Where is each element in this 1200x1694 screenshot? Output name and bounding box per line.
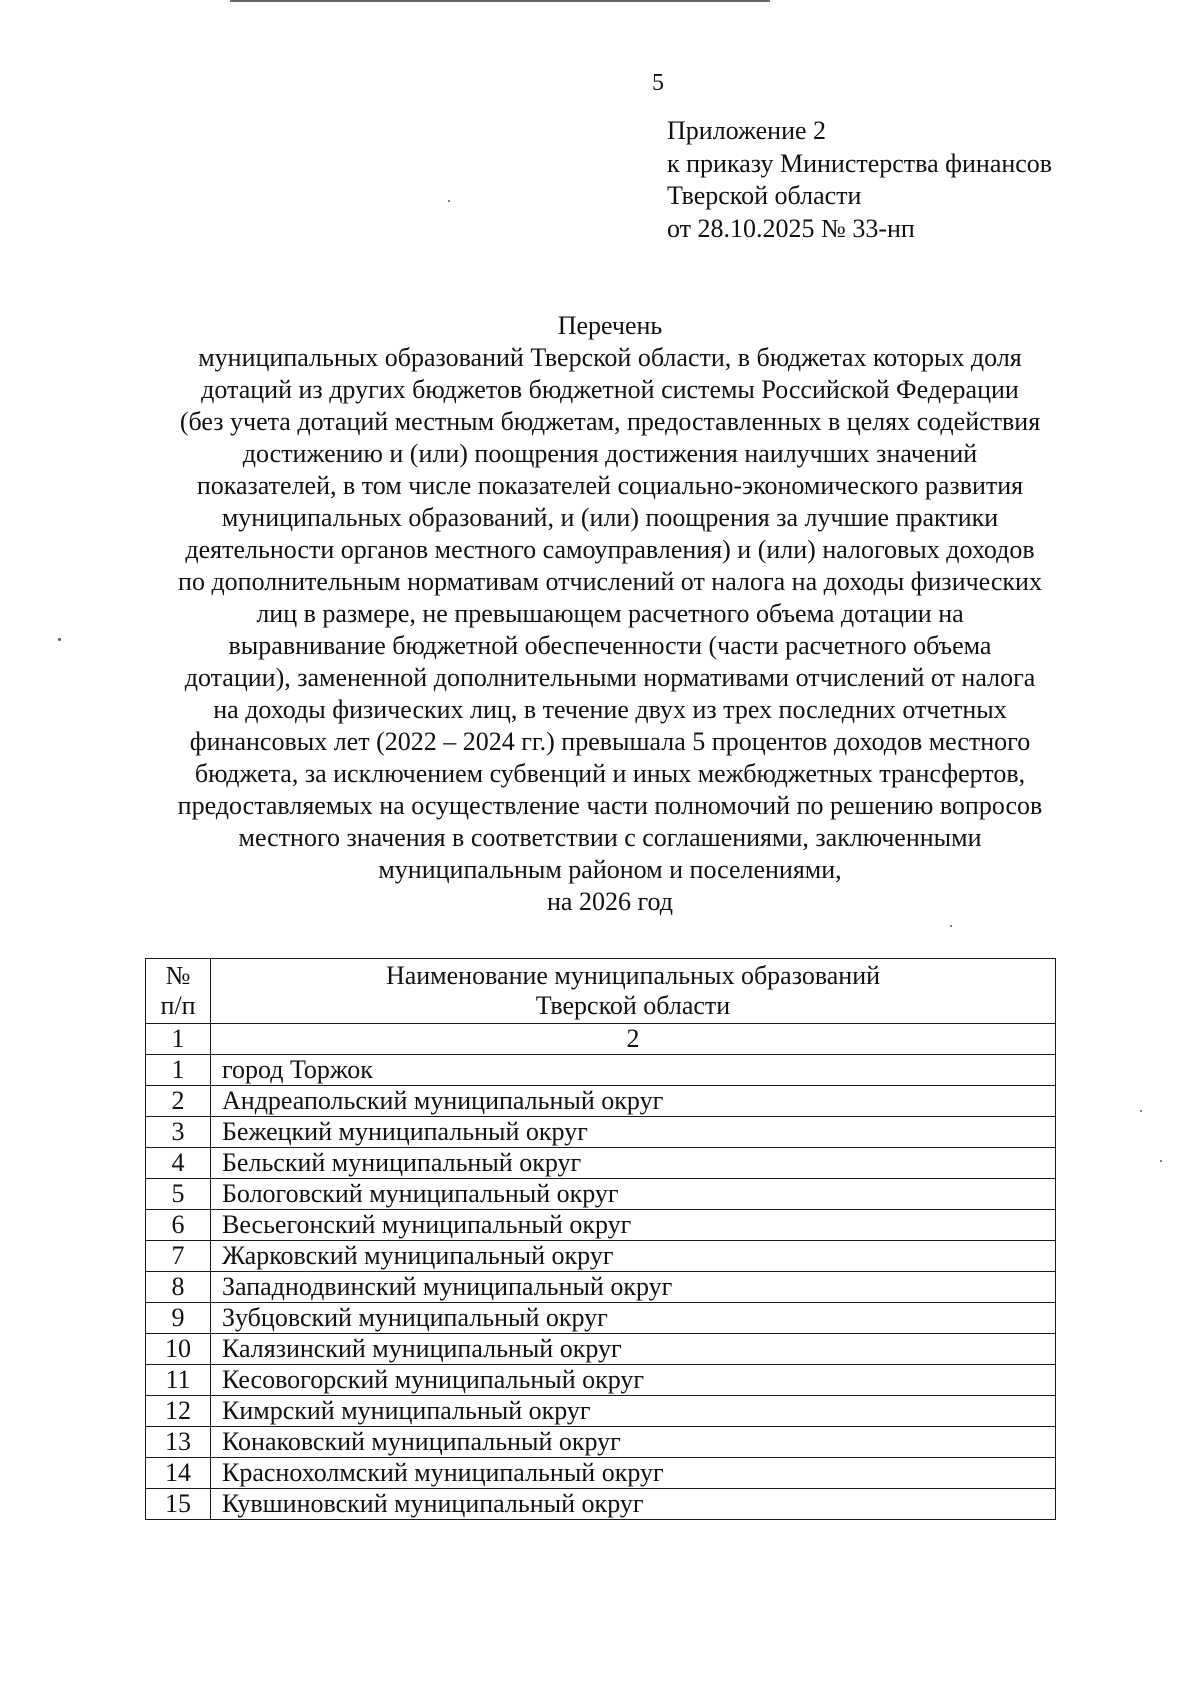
title-line: муниципальных образований, и (или) поощрения за лучшие практики	[221, 503, 999, 532]
scan-speck	[448, 200, 450, 202]
appendix-block	[667, 115, 1052, 245]
title-line: лиц в размере, не превышающем расчетного объема дотации на	[256, 599, 964, 628]
header-name-line: Наименование муниципальных образований	[385, 961, 881, 990]
appendix-line: к приказу Министерства финансов	[667, 148, 1053, 178]
table-row	[146, 1179, 1056, 1210]
municipality-name-cell: Калязинский муниципальный округ	[211, 1334, 1056, 1365]
appendix-line: Тверской области	[667, 181, 862, 210]
title-line: по дополнительным нормативам отчислений от налога на доходы физических	[178, 567, 1042, 596]
page-number: 5	[652, 70, 664, 96]
row-number-cell: 7	[146, 1241, 211, 1272]
row-number-cell: 2	[146, 1086, 211, 1117]
title-line: финансовых лет (2022 – 2024 гг.) превышала 5 процентов доходов местного	[189, 727, 1031, 756]
title-line: на доходы физических лиц, в течение двух из трех последних отчетных	[213, 695, 1007, 724]
document-title	[120, 310, 1100, 918]
municipality-name-cell: Андреапольский муниципальный округ	[211, 1086, 1056, 1117]
row-number-cell: 15	[146, 1489, 211, 1520]
title-line: местного значения в соответствии с соглашениями, заключенными	[238, 823, 982, 852]
scan-edge-line	[230, 0, 770, 2]
table-row	[146, 1148, 1056, 1179]
table-row	[146, 1055, 1056, 1086]
title-line: выравнивание бюджетной обеспеченности (части расчетного объема	[228, 631, 992, 660]
title-line: деятельности органов местного самоуправления) и (или) налоговых доходов	[185, 535, 1035, 564]
scan-speck	[1140, 1110, 1142, 1112]
municipality-name-cell: Бологовский муниципальный округ	[211, 1179, 1056, 1210]
scan-speck	[950, 925, 952, 927]
table-row	[146, 1458, 1056, 1489]
column-index-row	[146, 1024, 1056, 1055]
municipality-name-cell: город Торжок	[211, 1055, 1056, 1086]
table-row	[146, 1241, 1056, 1272]
municipality-name-cell: Конаковский муниципальный округ	[211, 1427, 1056, 1458]
municipality-name-cell: Бежецкий муниципальный округ	[211, 1117, 1056, 1148]
table-row	[146, 1396, 1056, 1427]
table-body	[146, 1024, 1056, 1520]
header-name-line: Тверской области	[535, 991, 731, 1020]
table-row	[146, 1272, 1056, 1303]
column-index-cell: 1	[146, 1024, 211, 1055]
row-number-cell: 3	[146, 1117, 211, 1148]
table-row	[146, 1334, 1056, 1365]
table-row	[146, 1210, 1056, 1241]
row-number-cell: 9	[146, 1303, 211, 1334]
title-line: (без учета дотаций местным бюджетам, предоставленных в целях содействия	[179, 407, 1041, 436]
municipality-name-cell: Кесовогорский муниципальный округ	[211, 1365, 1056, 1396]
appendix-line: Приложение 2	[667, 116, 827, 145]
municipality-name-cell: Жарковский муниципальный округ	[211, 1241, 1056, 1272]
table-row	[146, 1489, 1056, 1520]
table-row	[146, 1086, 1056, 1117]
title-line: дотаций из других бюджетов бюджетной системы Российской Федерации	[201, 375, 1019, 404]
row-number-cell: 8	[146, 1272, 211, 1303]
municipality-name-cell: Кимрский муниципальный округ	[211, 1396, 1056, 1427]
title-line: бюджета, за исключением субвенций и иных межбюджетных трансфертов,	[194, 759, 1026, 788]
scan-speck	[58, 638, 61, 641]
title-line: муниципальным районом и поселениями,	[378, 855, 842, 884]
table-row	[146, 1303, 1056, 1334]
appendix-line: от 28.10.2025 № 33-нп	[667, 213, 915, 243]
column-index-cell: 2	[211, 1024, 1056, 1055]
title-line: Перечень	[557, 311, 663, 340]
row-number-cell: 14	[146, 1458, 211, 1489]
row-number-cell: 1	[146, 1055, 211, 1086]
row-number-cell: 11	[146, 1365, 211, 1396]
header-name-cell	[211, 959, 1056, 1024]
row-number-cell: 10	[146, 1334, 211, 1365]
municipality-name-cell: Краснохолмский муниципальный округ	[211, 1458, 1056, 1489]
row-number-cell: 4	[146, 1148, 211, 1179]
scan-speck	[1160, 1160, 1162, 1162]
row-number-cell: 13	[146, 1427, 211, 1458]
row-number-cell: 6	[146, 1210, 211, 1241]
municipality-name-cell: Зубцовский муниципальный округ	[211, 1303, 1056, 1334]
table-row	[146, 1365, 1056, 1396]
title-line: показателей, в том числе показателей социально-экономического развития	[196, 471, 1024, 500]
title-line: муниципальных образований Тверской области, в бюджетах которых доля	[198, 343, 1022, 372]
row-number-cell: 12	[146, 1396, 211, 1427]
municipalities-table	[145, 958, 1056, 1520]
municipality-name-cell: Кувшиновский муниципальный округ	[211, 1489, 1056, 1520]
municipality-name-cell: Весьегонский муниципальный округ	[211, 1210, 1056, 1241]
row-number-cell: 5	[146, 1179, 211, 1210]
title-line: предоставляемых на осуществление части полномочий по решению вопросов	[177, 791, 1043, 820]
municipality-name-cell: Бельский муниципальный округ	[211, 1148, 1056, 1179]
header-number-line: №	[165, 961, 191, 990]
table-header-row	[146, 959, 1056, 1024]
title-line: дотации), замененной дополнительными нормативами отчислений от налога	[184, 663, 1036, 692]
header-number-line: п/п	[160, 991, 196, 1020]
table-row	[146, 1427, 1056, 1458]
title-line: на 2026 год	[547, 887, 673, 916]
municipality-name-cell: Западнодвинский муниципальный округ	[211, 1272, 1056, 1303]
table-row	[146, 1117, 1056, 1148]
header-number-cell	[146, 959, 211, 1024]
title-line: достижению и (или) поощрения достижения наилучших значений	[242, 439, 978, 468]
